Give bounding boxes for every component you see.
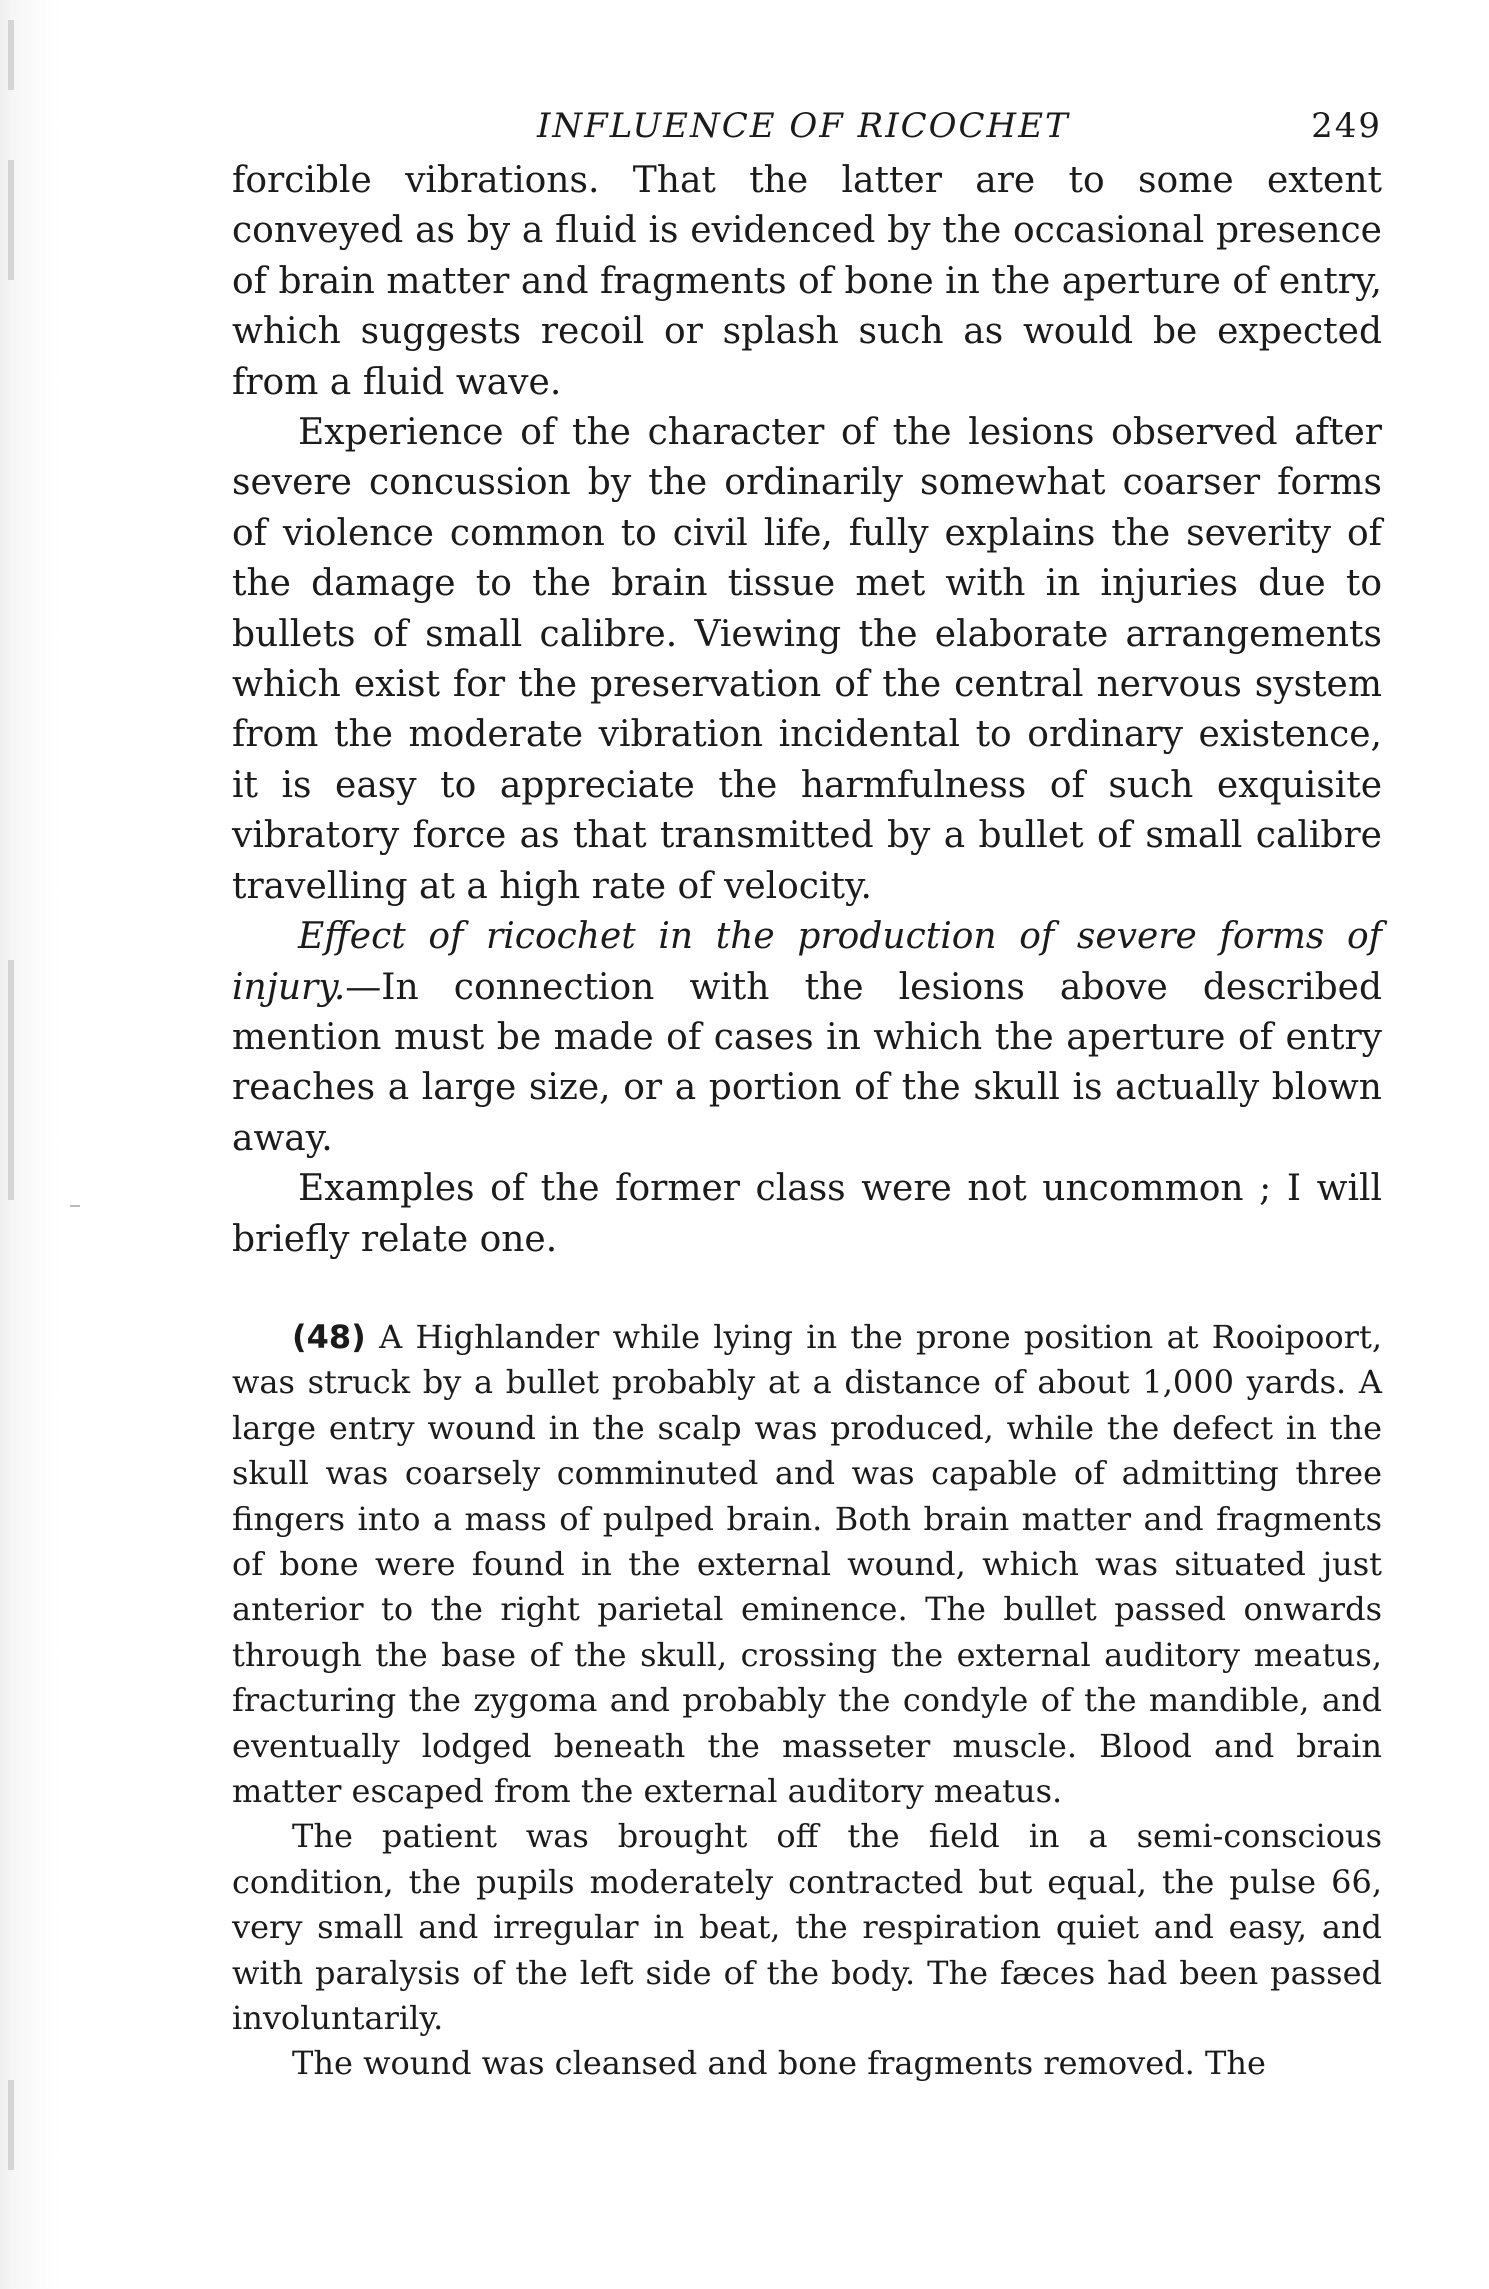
paragraph: Examples of the former class were not uncommon ; I will briefly relate one. (232, 1168, 1382, 1260)
case-text: A Highlander while lying in the prone position at Rooipoort, was struck by a bullet probably at a distance of about 1,000 yards. A large entry wound in the scalp was produced, while the defect in the skull was coarsely comminuted and was capable of admitting three fingers into a mass of pulped brain. Both brain matter and fragments of bone were found in the external wound, which was situated just anterior to the right parietal eminence. The bullet passed onwards through the base of the skull, crossing the external auditory meatus, fracturing the zygoma and probably the condyle of the mandible, and eventually lodged beneath the masseter muscle. Blood and brain matter escaped from the external auditory meatus. (232, 1317, 1382, 1810)
paragraph: Experience of the character of the lesions observed after severe concussion by the ordinarily somewhat coarser forms of violence common to civil life, fully explains the severity of the damage to the brain tissue met with in injuries due to bullets of small calibre. Viewing the elaborate arrangements which exist for the preservation of the central nervous system from the moderate vibration incidental to ordinary existence, it is easy to appreciate the harmfulness of such exquisite vibratory force as that transmitted by a bullet of small calibre travelling at a high rate of velocity. (232, 412, 1382, 907)
case-report (232, 1315, 1382, 2087)
binding-speck (8, 20, 14, 90)
margin-mark (70, 1205, 80, 1207)
case-paragraph (232, 1315, 1382, 1814)
main-text (232, 156, 1382, 1265)
running-head (232, 100, 1382, 156)
running-title: INFLUENCE OF RICOCHET (537, 106, 1070, 146)
binding-speck (8, 960, 14, 1200)
case-paragraph: The patient was brought off the field in a semi-conscious condition, the pupils moderately contracted but equal, the pulse 66, very small and irregular in beat, the respiration quiet and easy, and with paralysis of the left side of the body. The fæces had been passed involuntarily. (232, 1817, 1382, 2038)
section-paragraph (232, 912, 1382, 1164)
case-paragraph: The wound was cleansed and bone fragments removed. The (292, 2044, 1266, 2083)
binding-speck (8, 160, 14, 280)
paragraph: forcible vibrations. That the latter are to some extent conveyed as by a fluid is evidenced by the occasional presence of brain matter and fragments of bone in the aperture of entry, which suggests recoil or splash such as would be expected from a fluid wave. (232, 160, 1382, 403)
binding-speck (8, 2080, 14, 2170)
page-number: 249 (1311, 106, 1382, 146)
section-heading: Effect of ricochet in the production of severe forms of injury. (232, 916, 1382, 1008)
page-text (232, 100, 1382, 2087)
section-text: —In connection with the lesions above described mention must be made of cases in which the aperture of entry reaches a large size, or a portion of the skull is actually blown away. (232, 966, 1382, 1159)
case-number: (48) (292, 1317, 366, 1356)
